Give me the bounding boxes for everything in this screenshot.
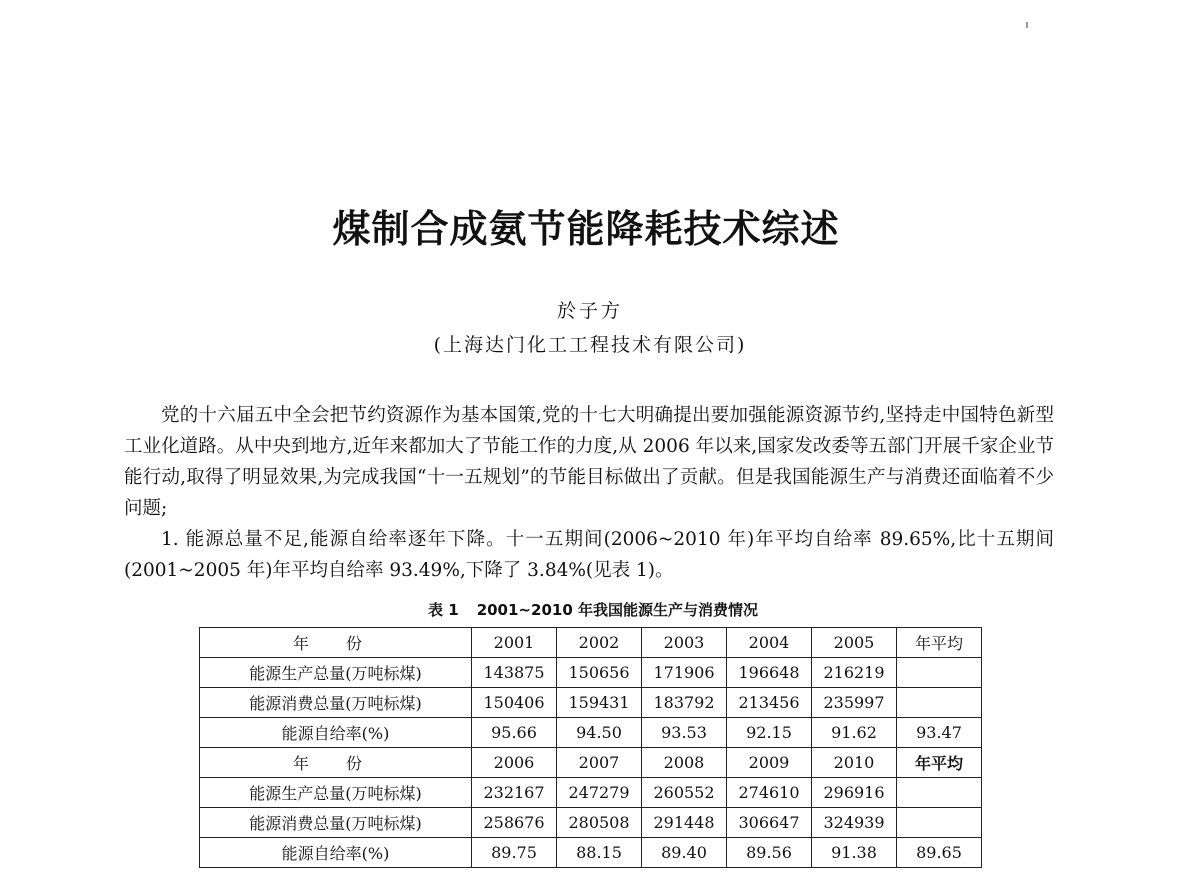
average-header-cell: 年平均 <box>897 748 982 778</box>
table-cell: 171906 <box>642 658 727 688</box>
table-cell: 91.62 <box>812 718 897 748</box>
table-row <box>200 688 982 718</box>
article-body <box>124 400 1054 586</box>
year-header-cell: 2001 <box>472 628 557 658</box>
table-cell: 258676 <box>472 808 557 838</box>
table-cell: 91.38 <box>812 838 897 868</box>
table-row <box>200 718 982 748</box>
table-cell: 296916 <box>812 778 897 808</box>
average-cell <box>897 778 982 808</box>
table-row <box>200 658 982 688</box>
table-cell: 183792 <box>642 688 727 718</box>
table-cell: 247279 <box>557 778 642 808</box>
table-cell: 143875 <box>472 658 557 688</box>
average-cell <box>897 658 982 688</box>
row-label: 能源生产总量(万吨标煤) <box>200 778 472 808</box>
row-label: 能源消费总量(万吨标煤) <box>200 808 472 838</box>
year-header-cell: 2010 <box>812 748 897 778</box>
table-cell: 89.40 <box>642 838 727 868</box>
table-cell: 93.53 <box>642 718 727 748</box>
table-cell: 94.50 <box>557 718 642 748</box>
average-cell <box>897 688 982 718</box>
table-header-row <box>200 748 982 778</box>
article-author: 於子方 <box>556 300 623 322</box>
table-row <box>200 838 982 868</box>
table-header-row <box>200 628 982 658</box>
table-cell: 159431 <box>557 688 642 718</box>
table-cell: 280508 <box>557 808 642 838</box>
table-cell: 92.15 <box>727 718 812 748</box>
table-cell: 150406 <box>472 688 557 718</box>
year-header-cell: 2004 <box>727 628 812 658</box>
row-label: 能源生产总量(万吨标煤) <box>200 658 472 688</box>
table-cell: 235997 <box>812 688 897 718</box>
year-header-cell: 2009 <box>727 748 812 778</box>
table-cell: 89.56 <box>727 838 812 868</box>
average-cell: 89.65 <box>897 838 982 868</box>
table-cell: 232167 <box>472 778 557 808</box>
article-affiliation: (上海达门化工工程技术有限公司) <box>433 334 747 356</box>
table-cell: 95.66 <box>472 718 557 748</box>
table-cell: 291448 <box>642 808 727 838</box>
average-cell <box>897 808 982 838</box>
table-row <box>200 778 982 808</box>
energy-table <box>199 627 982 868</box>
table-cell: 89.75 <box>472 838 557 868</box>
year-header-cell: 2008 <box>642 748 727 778</box>
year-header-label: 年 份 <box>200 748 472 778</box>
average-cell: 93.47 <box>897 718 982 748</box>
body-paragraph-1: 党的十六届五中全会把节约资源作为基本国策,党的十七大明确提出要加强能源资源节约,坚持走中国特色新型工业化道路。从中央到地方,近年来都加大了节能工作的力度,从 2006 年以来,国家发改委等五部门开展千家企业节能行动,取得了明显效果,为完成我国“十一五规划”的节能目标做出了贡献。但是我国能源生产与消费还面临着不少问题; <box>124 405 1054 519</box>
table-cell: 88.15 <box>557 838 642 868</box>
body-paragraph-2: 1. 能源总量不足,能源自给率逐年下降。十一五期间(2006~2010 年)年平均自给率 89.65%,比十五期间(2001~2005 年)年平均自给率 93.49%,下降了 3.84%(见表 1)。 <box>124 529 1054 581</box>
scan-mark <box>1026 22 1028 28</box>
year-header-cell: 2002 <box>557 628 642 658</box>
row-label: 能源消费总量(万吨标煤) <box>200 688 472 718</box>
table-cell: 274610 <box>727 778 812 808</box>
table-cell: 306647 <box>727 808 812 838</box>
row-label: 能源自给率(%) <box>200 718 472 748</box>
table-cell: 213456 <box>727 688 812 718</box>
year-header-cell: 2005 <box>812 628 897 658</box>
article-title: 煤制合成氨节能降耗技术综述 <box>332 207 840 251</box>
table-cell: 196648 <box>727 658 812 688</box>
table-cell: 260552 <box>642 778 727 808</box>
average-header-cell: 年平均 <box>897 628 982 658</box>
table-cell: 324939 <box>812 808 897 838</box>
year-header-cell: 2003 <box>642 628 727 658</box>
table-row <box>200 808 982 838</box>
table-caption-title: 2001~2010 年我国能源生产与消费情况 <box>476 601 758 619</box>
table-caption-number: 表 1 <box>428 601 459 619</box>
year-header-cell: 2006 <box>472 748 557 778</box>
table-cell: 216219 <box>812 658 897 688</box>
table-cell: 150656 <box>557 658 642 688</box>
year-header-cell: 2007 <box>557 748 642 778</box>
table-caption <box>0 599 1186 620</box>
year-header-label: 年 份 <box>200 628 472 658</box>
row-label: 能源自给率(%) <box>200 838 472 868</box>
